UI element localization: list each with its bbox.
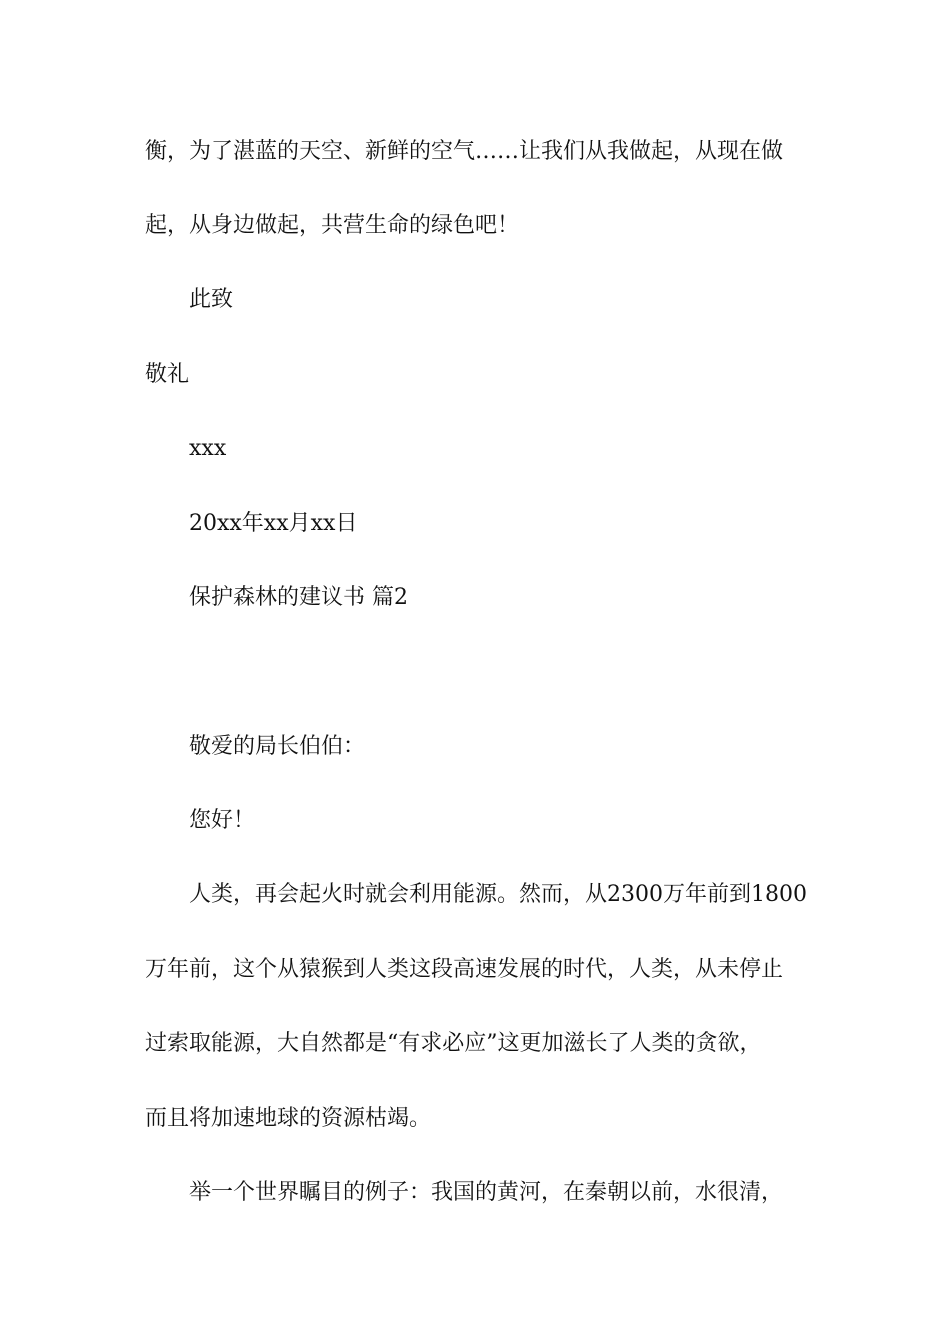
section-title: 保护森林的建议书 篇2 bbox=[189, 585, 408, 610]
letter-greeting: 敬爱的局长伯伯： bbox=[189, 734, 366, 759]
paragraph-line: 万年前，这个从猿猴到人类这段高速发展的时代，人类，从未停止 bbox=[145, 957, 784, 982]
date-line: 20xx年xx月xx日 bbox=[189, 511, 358, 536]
paragraph-line: 而且将加速地球的资源枯竭。 bbox=[145, 1106, 432, 1131]
closing-regards: 敬礼 bbox=[145, 362, 190, 387]
paragraph-line: 人类，再会起火时就会利用能源。然而，从2300万年前到1800 bbox=[189, 882, 807, 907]
signature: xxx bbox=[189, 436, 227, 461]
paragraph-line: 起，从身边做起，共营生命的绿色吧！ bbox=[145, 213, 520, 238]
closing-salutation: 此致 bbox=[189, 287, 234, 312]
paragraph-line: 过索取能源，大自然都是“有求必应”这更加滋长了人类的贪欲， bbox=[145, 1031, 762, 1056]
paragraph-line: 举一个世界瞩目的例子：我国的黄河，在秦朝以前，水很清， bbox=[189, 1180, 784, 1205]
letter-hello: 您好！ bbox=[189, 808, 256, 833]
paragraph-line: 衡，为了湛蓝的天空、新鲜的空气……让我们从我做起，从现在做 bbox=[145, 139, 784, 164]
